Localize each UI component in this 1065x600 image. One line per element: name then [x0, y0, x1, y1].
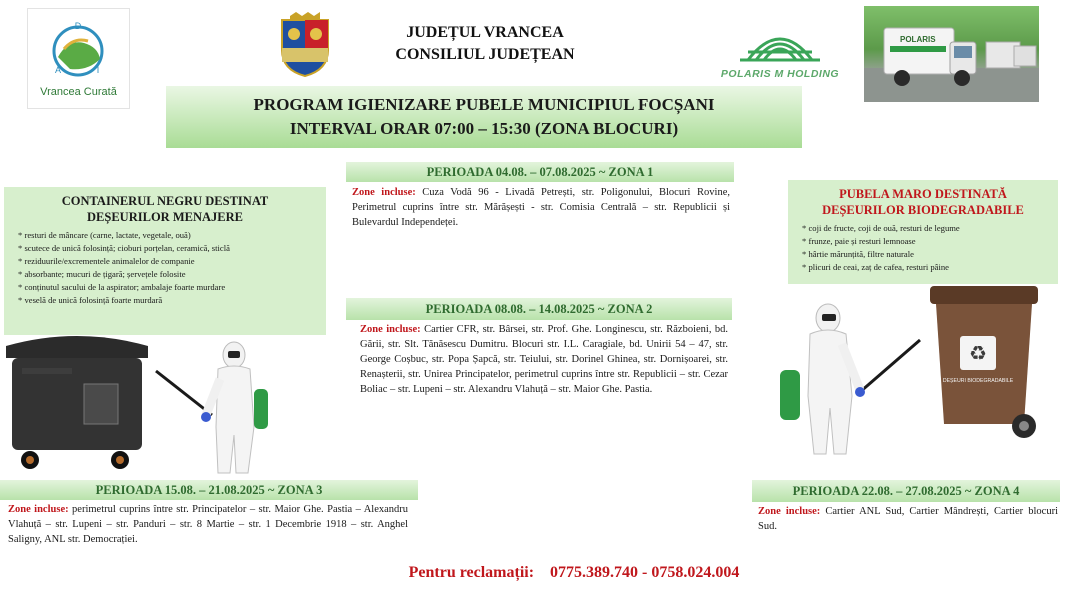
zone4-period-title: PERIOADA 22.08. – 27.08.2025 ~ ZONA 4 [752, 480, 1060, 502]
brown-container-title [788, 180, 1058, 218]
bin-label: DEȘEURI BIODEGRADABILE [942, 378, 1014, 384]
vrancea-emblem-icon [28, 9, 129, 89]
list-item: * conținutul sacului de la aspirator; ambalaje foarte murdare [18, 281, 326, 294]
brown-container-items [788, 222, 1058, 274]
logo-letter-d: D [74, 21, 82, 31]
zone3-streets: perimetrul cuprins între str. Principatelor – str. Maior Ghe. Pastia – Alexandru Vlahuță – str. Lupeni – str. Panduri – str. 8 Martie – str. 1 Decembrie 1918 – str. Anghel Saligny, ANL str. Democrației. [8, 504, 409, 545]
black-container-items [4, 229, 326, 307]
zone4-description [758, 504, 1058, 534]
zone3-label: Zone incluse: [8, 504, 69, 515]
list-item: * hârtie mărunțită, filtre naturale [802, 248, 1058, 261]
list-item: * scutece de unică folosință; cioburi porțelan, ceramică, sticlă [18, 242, 326, 255]
logo-letter-i: I [96, 65, 100, 75]
zone2-period-title: PERIOADA 08.08. – 14.08.2025 ~ ZONA 2 [346, 298, 732, 320]
vrancea-logo-caption: Vrancea Curată [40, 86, 117, 98]
zone4-label: Zone incluse: [758, 506, 821, 517]
black-container-title [4, 187, 326, 225]
schedule-title [166, 86, 802, 148]
list-item: * resturi de mâncare (carne, lactate, vegetale, ouă) [18, 229, 326, 242]
zone3-description [8, 502, 408, 547]
polaris-logo-caption: POLARIS M HOLDING [720, 68, 840, 80]
brown-container-title-line1: PUBELA MARO DESTINATĂ [839, 187, 1007, 201]
black-container-title-line1: CONTAINERUL NEGRU DESTINAT [61, 194, 269, 208]
vrancea-curata-logo [27, 8, 130, 109]
black-container-info [4, 187, 326, 335]
list-item: * plicuri de ceai, zaț de cafea, resturi pâine [802, 261, 1058, 274]
complaints-label: Pentru reclamații: [408, 564, 535, 581]
coat-of-arms-icon [276, 12, 334, 78]
list-item: * reziduurile/excrementele animalelor de companie [18, 255, 326, 268]
list-item: * absorbante; mucuri de țigară; șervețele folosite [18, 268, 326, 281]
polaris-logo [700, 10, 860, 90]
black-bin-icon [2, 318, 152, 476]
county-council: CONSILIUL JUDEȚEAN [395, 46, 575, 63]
brown-bin-icon [928, 284, 1040, 444]
complaints-phone-numbers[interactable]: 0775.389.740 - 0758.024.004 [550, 564, 740, 581]
list-item: * veselă de unică folosință foarte murdară [18, 294, 326, 307]
list-item: * frunze, paie și resturi lemnoase [802, 235, 1058, 248]
zone1-description [352, 185, 730, 230]
zone1-label: Zone incluse: [352, 187, 416, 198]
zone1-streets: Cuza Vodă 96 - Livadă Petrești, str. Poligonului, Blocuri Rovine, Perimetrul cuprins între str. Mărășești - str. Comisia Centrală – str. Republicii și Bulevardul Independeței. [352, 187, 730, 228]
county-name: JUDEȚUL VRANCEA [406, 24, 564, 41]
zone2-description [360, 322, 728, 397]
zone2-streets: Cartier CFR, str. Bârsei, str. Prof. Ghe. Longinescu, str. Războieni, bd. Gării, str. Slt. Tănăsescu Dumitru. Blocuri str. I.L. Caragiale, bd. Unirii 54 – 47, str. George Coșbuc, str. Popa Șapcă, str. Teiului, str. Dorinel Ghinea, str. Dornișoarei, str. Renașterii, str. Unirea Principatelor, perimetrul cuprins între str. Republicii – str. Cezar Boliac – str. Lupeni – str. Alexandru Vlahuță – str. Maior Ghe. Pastia. [360, 324, 729, 395]
logo-letter-a: A [54, 65, 62, 75]
schedule-title-line2: INTERVAL ORAR 07:00 – 15:30 (ZONA BLOCURI) [289, 119, 679, 138]
complaints-contact [364, 564, 784, 582]
sanitation-worker-right-icon [772, 296, 922, 456]
black-container-title-line2: DEȘEURILOR MENAJERE [87, 210, 243, 224]
recycle-icon: ♻ [969, 341, 987, 365]
brown-container-info [788, 180, 1058, 284]
brown-container-title-line2: DEȘEURILOR BIODEGRADABILE [822, 203, 1024, 217]
sanitation-worker-left-icon [150, 335, 275, 475]
zone1-period-title: PERIOADA 04.08. – 07.08.2025 ~ ZONA 1 [346, 162, 734, 182]
polaris-emblem-icon [700, 10, 860, 70]
schedule-title-line1: PROGRAM IGIENIZARE PUBELE MUNICIPIUL FOCȘANI [253, 95, 715, 114]
zone3-period-title: PERIOADA 15.08. – 21.08.2025 ~ ZONA 3 [0, 480, 418, 500]
zone2-label: Zone incluse: [360, 324, 421, 335]
list-item: * coji de fructe, coji de ouă, resturi de legume [802, 222, 1058, 235]
garbage-truck-photo [864, 6, 1039, 102]
truck-label: POLARIS [900, 35, 936, 44]
zone4-streets: Cartier ANL Sud, Cartier Mândrești, Cartier blocuri Sud. [758, 506, 1058, 532]
county-header [350, 22, 620, 66]
